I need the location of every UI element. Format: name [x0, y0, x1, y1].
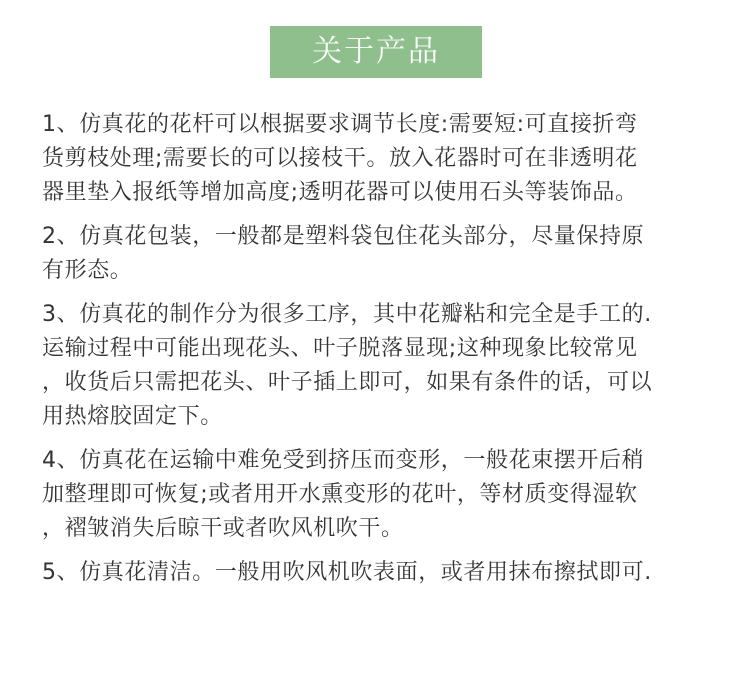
- paragraph-3: [42, 298, 722, 434]
- paragraph-line: 5、仿真花清洁。一般用吹风机吹表面，或者用抹布擦拭即可.: [42, 560, 652, 585]
- paragraph-line: 有形态。: [42, 258, 133, 283]
- paragraph-line: 货剪枝处理;需要长的可以接枝干。放入花器时可在非透明花: [42, 146, 638, 171]
- paragraph-line: ，收货后只需把花头、叶子插上即可，如果有条件的话，可以: [42, 370, 653, 395]
- product-info-text: [42, 108, 722, 600]
- paragraph-line: 器里垫入报纸等增加高度;透明花器可以使用石头等装饰品。: [42, 180, 638, 205]
- paragraph-2: [42, 220, 722, 288]
- paragraph-line: 加整理即可恢复;或者用开水熏变形的花叶，等材质变得湿软: [42, 482, 638, 507]
- paragraph-line: 4、仿真花在运输中难免受到挤压而变形，一般花束摆开后稍: [42, 448, 645, 473]
- paragraph-1: [42, 108, 722, 210]
- paragraph-line: 用热熔胶固定下。: [42, 404, 223, 429]
- paragraph-5: [42, 556, 722, 590]
- section-title-badge: [270, 26, 482, 78]
- paragraph-line: 2、仿真花包装，一般都是塑料袋包住花头部分，尽量保持原: [42, 224, 645, 249]
- paragraph-line: 运输过程中可能出现花头、叶子脱落显现;这种现象比较常见: [42, 336, 638, 361]
- paragraph-line: 3、仿真花的制作分为很多工序，其中花瓣粘和完全是手工的.: [42, 302, 652, 327]
- paragraph-line: ，褶皱消失后晾干或者吹风机吹干。: [42, 516, 404, 541]
- paragraph-4: [42, 444, 722, 546]
- section-title: 关于产品: [312, 34, 440, 69]
- paragraph-line: 1、仿真花的花杆可以根据要求调节长度:需要短:可直接折弯: [42, 112, 638, 137]
